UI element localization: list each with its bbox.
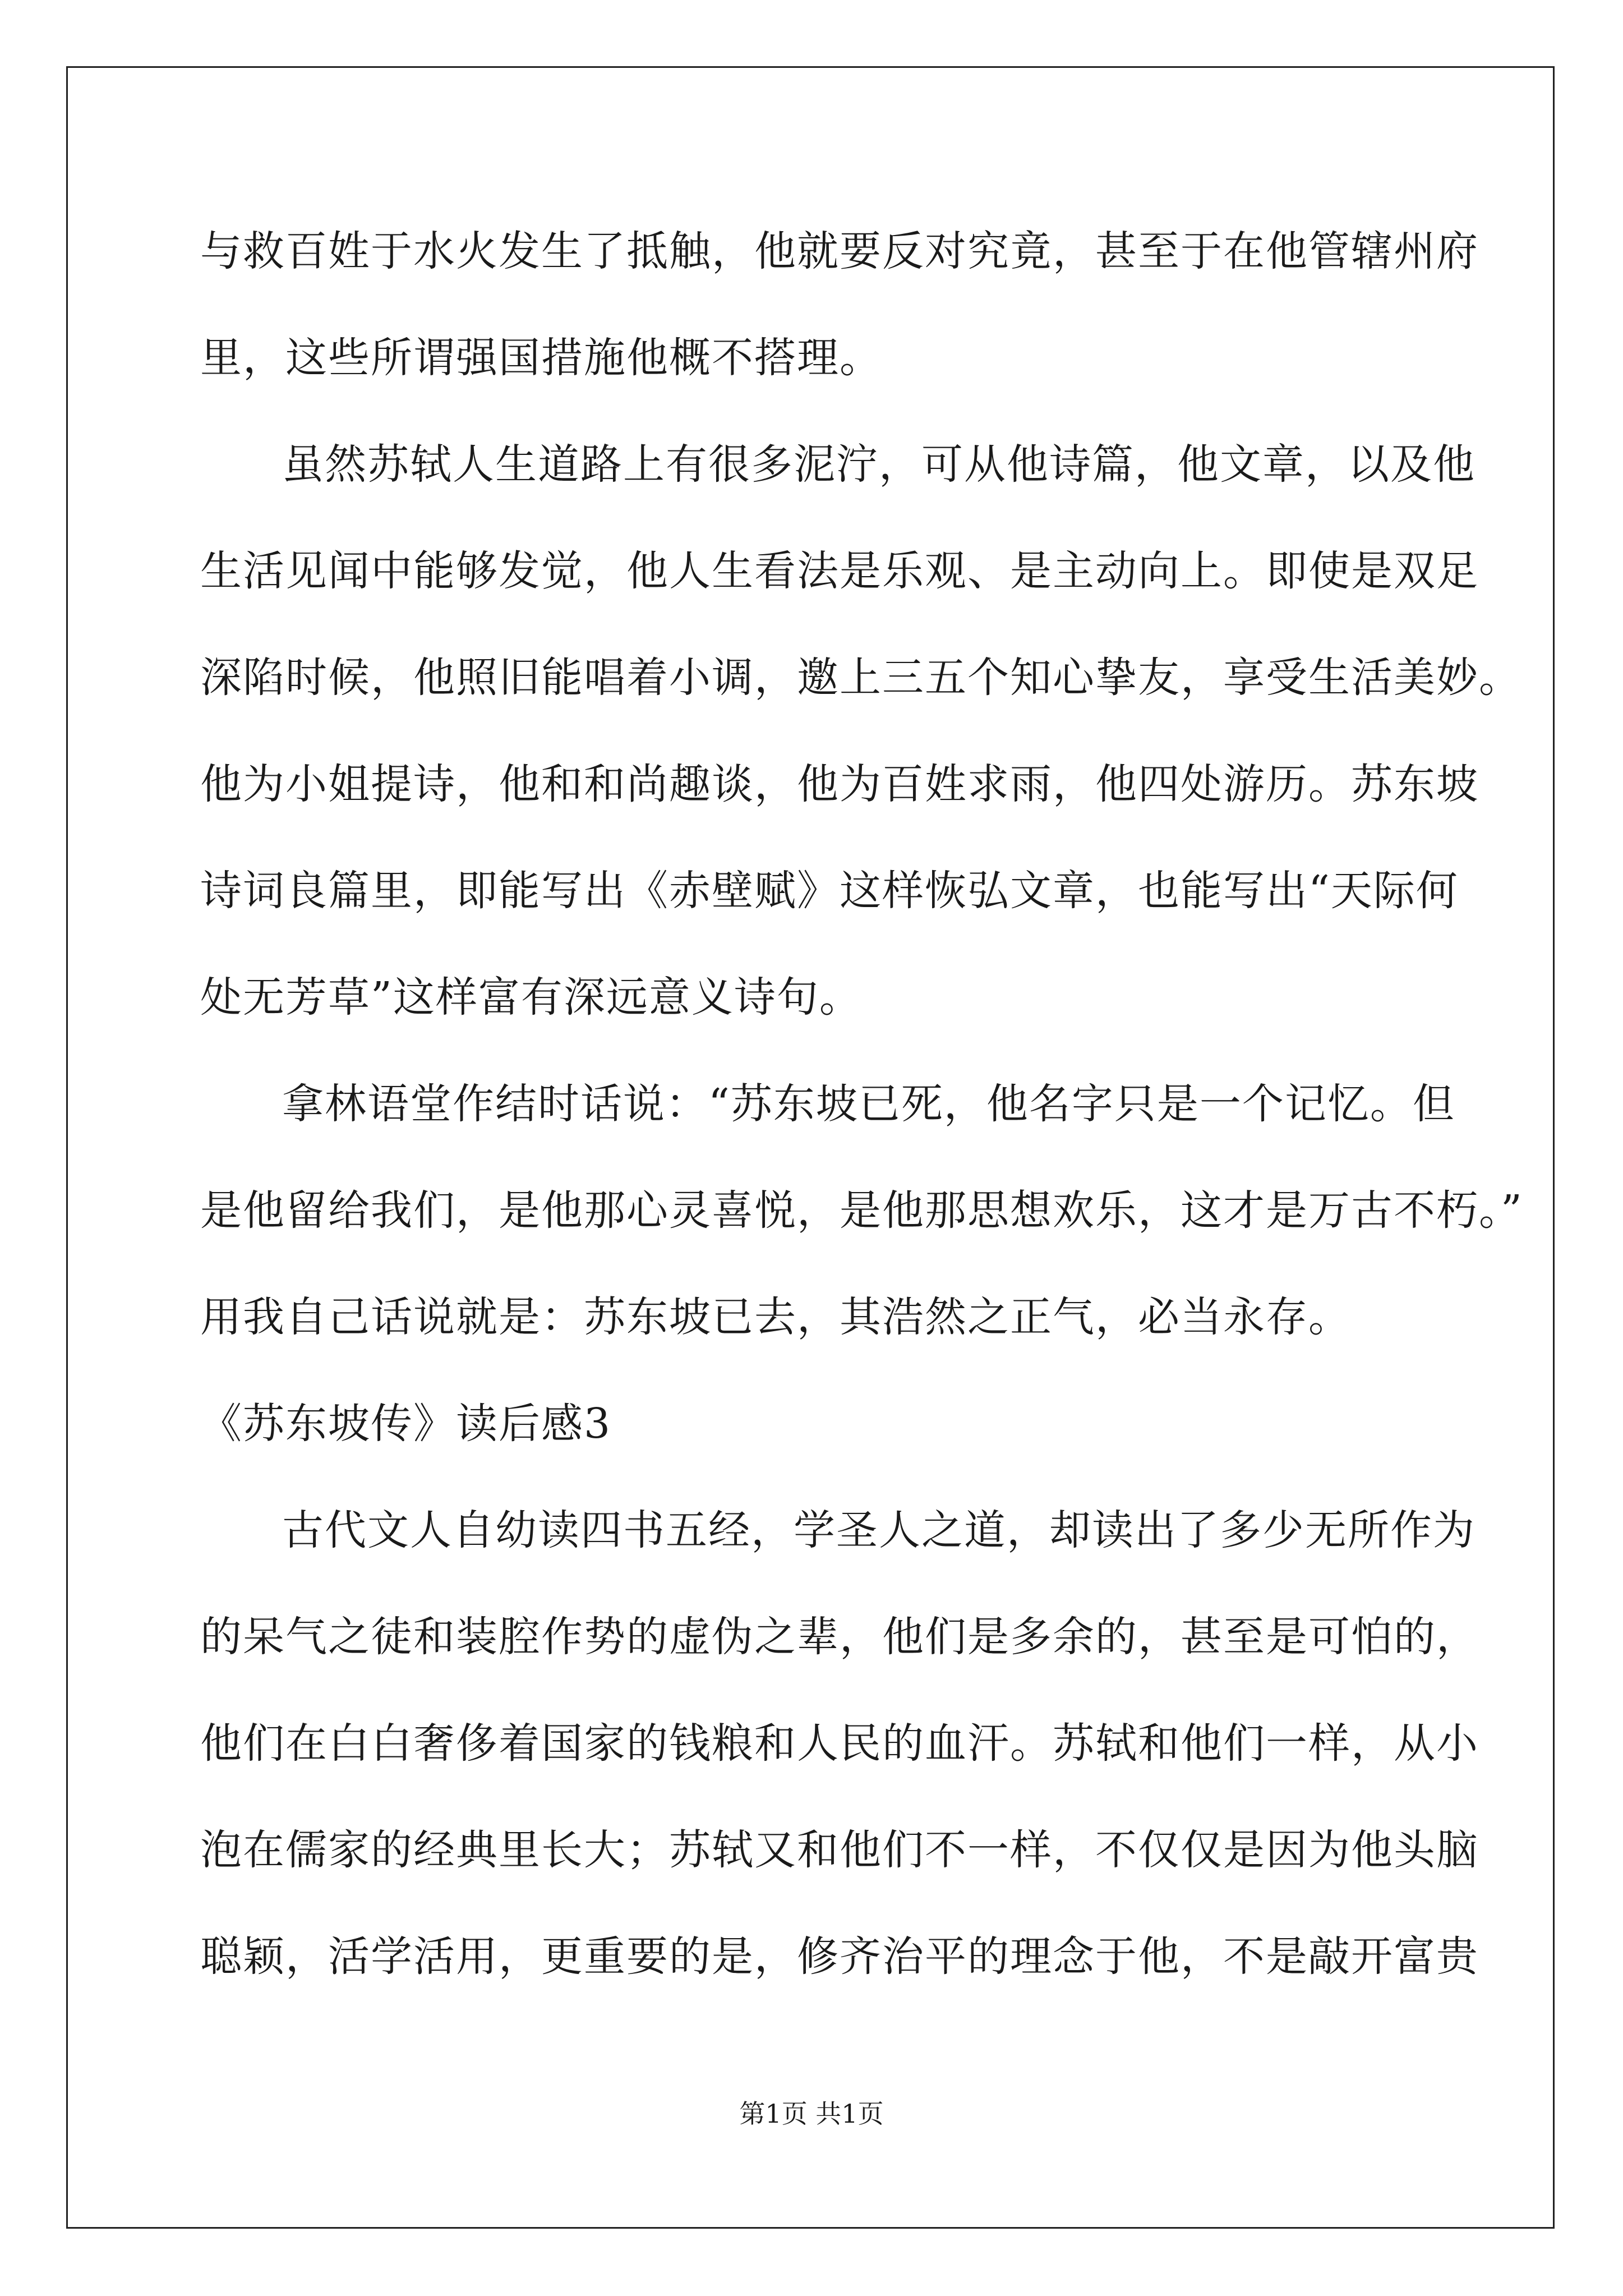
paragraph-start-line: 虽然苏轼人生道路上有很多泥泞，可从他诗篇，他文章，以及他 [282, 440, 1476, 489]
page-number-footer: 第1页 共1页 [739, 2099, 884, 2129]
text-line: 他为小姐提诗，他和和尚趣谈，他为百姓求雨，他四处游历。苏东坡 [200, 760, 1479, 808]
text-line: 用我自己话说就是：苏东坡已去，其浩然之正气，必当永存。 [200, 1293, 1351, 1341]
paragraph-start-line: 古代文人自幼读四书五经，学圣人之道，却读出了多少无所作为 [282, 1506, 1476, 1554]
text-line: 聪颖，活学活用，更重要的是，修齐治平的理念于他，不是敲开富贵 [200, 1932, 1479, 1981]
text-line: 的呆气之徒和装腔作势的虚伪之辈，他们是多余的，甚至是可怕的， [200, 1613, 1479, 1661]
text-line: 深陷时候，他照旧能唱着小调，邀上三五个知心挚友，享受生活美妙。 [200, 654, 1521, 702]
text-line: 处无芳草”这样富有深远意义诗句。 [200, 973, 862, 1022]
text-line: 生活见闻中能够发觉，他人生看法是乐观、是主动向上。即使是双足 [200, 547, 1479, 595]
text-line: 泡在儒家的经典里长大；苏轼又和他们不一样，不仅仅是因为他头脑 [200, 1826, 1479, 1874]
text-line: 与救百姓于水火发生了抵触，他就要反对究竟，甚至于在他管辖州府 [200, 227, 1479, 275]
text-line: 是他留给我们，是他那心灵喜悦，是他那思想欢乐，这才是万古不朽。” [200, 1186, 1523, 1235]
text-line: 诗词良篇里，即能写出《赤壁赋》这样恢弘文章，也能写出“天际何 [200, 867, 1459, 915]
paragraph-start-line: 拿林语堂作结时话说：“苏东坡已死，他名字只是一个记忆。但 [282, 1080, 1455, 1128]
page-border [66, 66, 1555, 2229]
text-line: 他们在白白奢侈着国家的钱粮和人民的血汗。苏轼和他们一样，从小 [200, 1719, 1479, 1768]
section-heading: 《苏东坡传》读后感3 [200, 1400, 612, 1448]
text-line: 里，这些所谓强国措施他概不搭理。 [200, 334, 882, 382]
